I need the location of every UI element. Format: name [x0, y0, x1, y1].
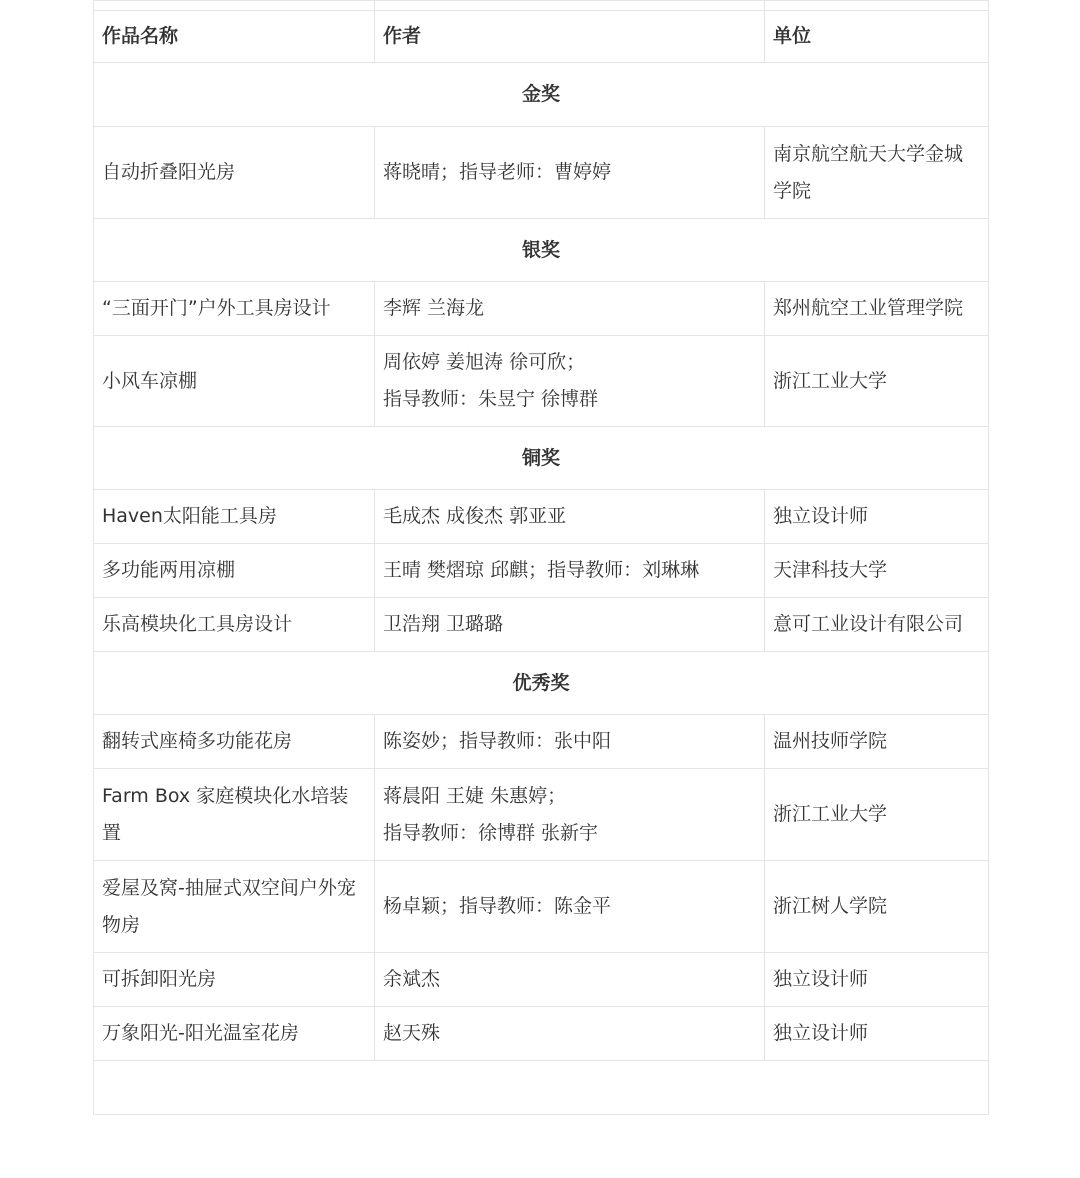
cell-author: 卫浩翔 卫璐璐 — [375, 598, 765, 652]
cell-work: Farm Box 家庭模块化水培装置 — [94, 769, 375, 861]
table-row — [94, 953, 989, 1007]
table-row — [94, 282, 989, 336]
cell-work: 多功能两用凉棚 — [94, 544, 375, 598]
table-row — [94, 127, 989, 219]
cell-author: 周依婷 姜旭涛 徐可欣； 指导教师：朱昱宁 徐博群 — [375, 336, 765, 427]
cell-author: 李辉 兰海龙 — [375, 282, 765, 336]
top-strip-cell — [94, 1, 375, 11]
cell-work: 万象阳光-阳光温室花房 — [94, 1007, 375, 1061]
cell-unit: 浙江树人学院 — [765, 861, 989, 953]
cell-work: 爱屋及窝-抽屉式双空间户外宠物房 — [94, 861, 375, 953]
cell-unit: 天津科技大学 — [765, 544, 989, 598]
cell-author: 蒋晓晴；指导老师：曹婷婷 — [375, 127, 765, 219]
table-row — [94, 490, 989, 544]
cell-unit: 温州技师学院 — [765, 715, 989, 769]
section-title-bronze: 铜奖 — [94, 427, 989, 490]
cell-work: Haven太阳能工具房 — [94, 490, 375, 544]
table-header-row — [94, 11, 989, 63]
table-empty-row — [94, 1061, 989, 1115]
header-author: 作者 — [375, 11, 765, 63]
cell-work: 乐高模块化工具房设计 — [94, 598, 375, 652]
empty-cell — [94, 1061, 989, 1115]
cell-unit: 意可工业设计有限公司 — [765, 598, 989, 652]
table-row — [94, 598, 989, 652]
section-row-merit — [94, 652, 989, 715]
cell-unit: 独立设计师 — [765, 490, 989, 544]
cell-unit: 浙江工业大学 — [765, 769, 989, 861]
cell-unit: 浙江工业大学 — [765, 336, 989, 427]
table-row — [94, 1007, 989, 1061]
cell-work: “三面开门”户外工具房设计 — [94, 282, 375, 336]
table-row — [94, 336, 989, 427]
cell-work: 可拆卸阳光房 — [94, 953, 375, 1007]
section-row-gold — [94, 63, 989, 127]
awards-table-container — [93, 0, 988, 1115]
section-title-silver: 银奖 — [94, 219, 989, 282]
cell-author: 余斌杰 — [375, 953, 765, 1007]
header-unit: 单位 — [765, 11, 989, 63]
top-strip-cell — [765, 1, 989, 11]
cell-author: 陈姿妙；指导教师：张中阳 — [375, 715, 765, 769]
table-top-strip — [94, 1, 989, 11]
header-work-name: 作品名称 — [94, 11, 375, 63]
awards-table — [93, 0, 989, 1115]
table-row — [94, 715, 989, 769]
section-title-gold: 金奖 — [94, 63, 989, 127]
top-strip-cell — [375, 1, 765, 11]
section-title-merit: 优秀奖 — [94, 652, 989, 715]
section-row-bronze — [94, 427, 989, 490]
cell-author: 蒋晨阳 王婕 朱惠婷； 指导教师：徐博群 张新宇 — [375, 769, 765, 861]
section-row-silver — [94, 219, 989, 282]
cell-work: 自动折叠阳光房 — [94, 127, 375, 219]
cell-unit: 南京航空航天大学金城学院 — [765, 127, 989, 219]
cell-unit: 独立设计师 — [765, 953, 989, 1007]
cell-author: 赵天殊 — [375, 1007, 765, 1061]
cell-unit: 郑州航空工业管理学院 — [765, 282, 989, 336]
cell-author: 杨卓颖；指导教师：陈金平 — [375, 861, 765, 953]
cell-author: 王晴 樊熠琼 邱麒；指导教师：刘琳琳 — [375, 544, 765, 598]
table-row — [94, 769, 989, 861]
cell-author: 毛成杰 成俊杰 郭亚亚 — [375, 490, 765, 544]
cell-work: 小风车凉棚 — [94, 336, 375, 427]
cell-work: 翻转式座椅多功能花房 — [94, 715, 375, 769]
cell-unit: 独立设计师 — [765, 1007, 989, 1061]
table-row — [94, 861, 989, 953]
table-row — [94, 544, 989, 598]
